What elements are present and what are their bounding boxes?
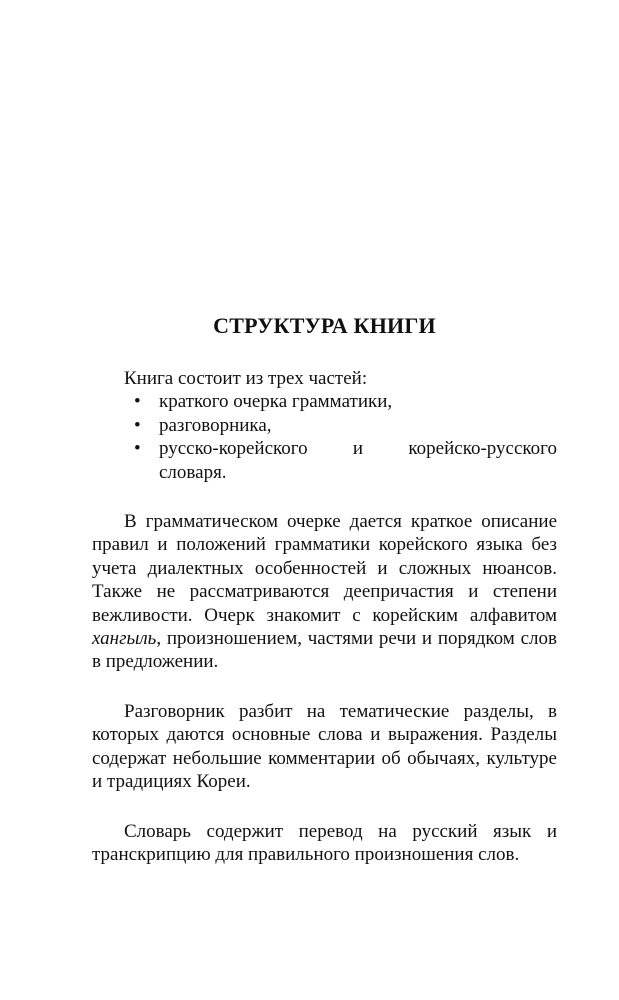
page-content [92, 311, 557, 866]
phrasebook-paragraph: Разговорник разбит на тематические разделы, в которых даются основные слова и выражения. Разделы содержат небольшие комментарии об обычаях, культуре и традициях Кореи. [92, 700, 557, 793]
dictionary-paragraph: Словарь содержит перевод на русский язык и транскрипцию для правильного произношения слов. [92, 820, 557, 865]
bullet-icon: • [134, 414, 141, 436]
list-item-text: краткого очерка грамматики, [159, 391, 393, 413]
parts-list [92, 390, 557, 484]
list-item [134, 414, 557, 437]
list-item [134, 390, 557, 413]
list-item-text: разговорника, [159, 414, 272, 436]
grammar-paragraph [92, 510, 557, 674]
page-title: СТРУКТУРА КНИГИ [213, 313, 436, 338]
intro-text: Книга состоит из трех частей: [124, 368, 368, 389]
bullet-icon: • [134, 391, 141, 413]
grammar-text-start: В грамматическом очерке дается краткое описание правил и положений грамматики корейского языка без учета диалектных особенностей и сложных нюансов. Также не рассматриваются деепричастия и степени вежливости. Очерк знакомит с корейским алфавитом [92, 511, 557, 626]
hangul-term: хангыль [92, 628, 157, 650]
list-item [134, 437, 557, 484]
bullet-icon: • [134, 438, 141, 460]
grammar-text-end: , произношением, частями речи и порядком слов в предложении. [92, 628, 557, 673]
list-item-text: русско-корейского и корейско-русского словаря. [159, 438, 557, 483]
